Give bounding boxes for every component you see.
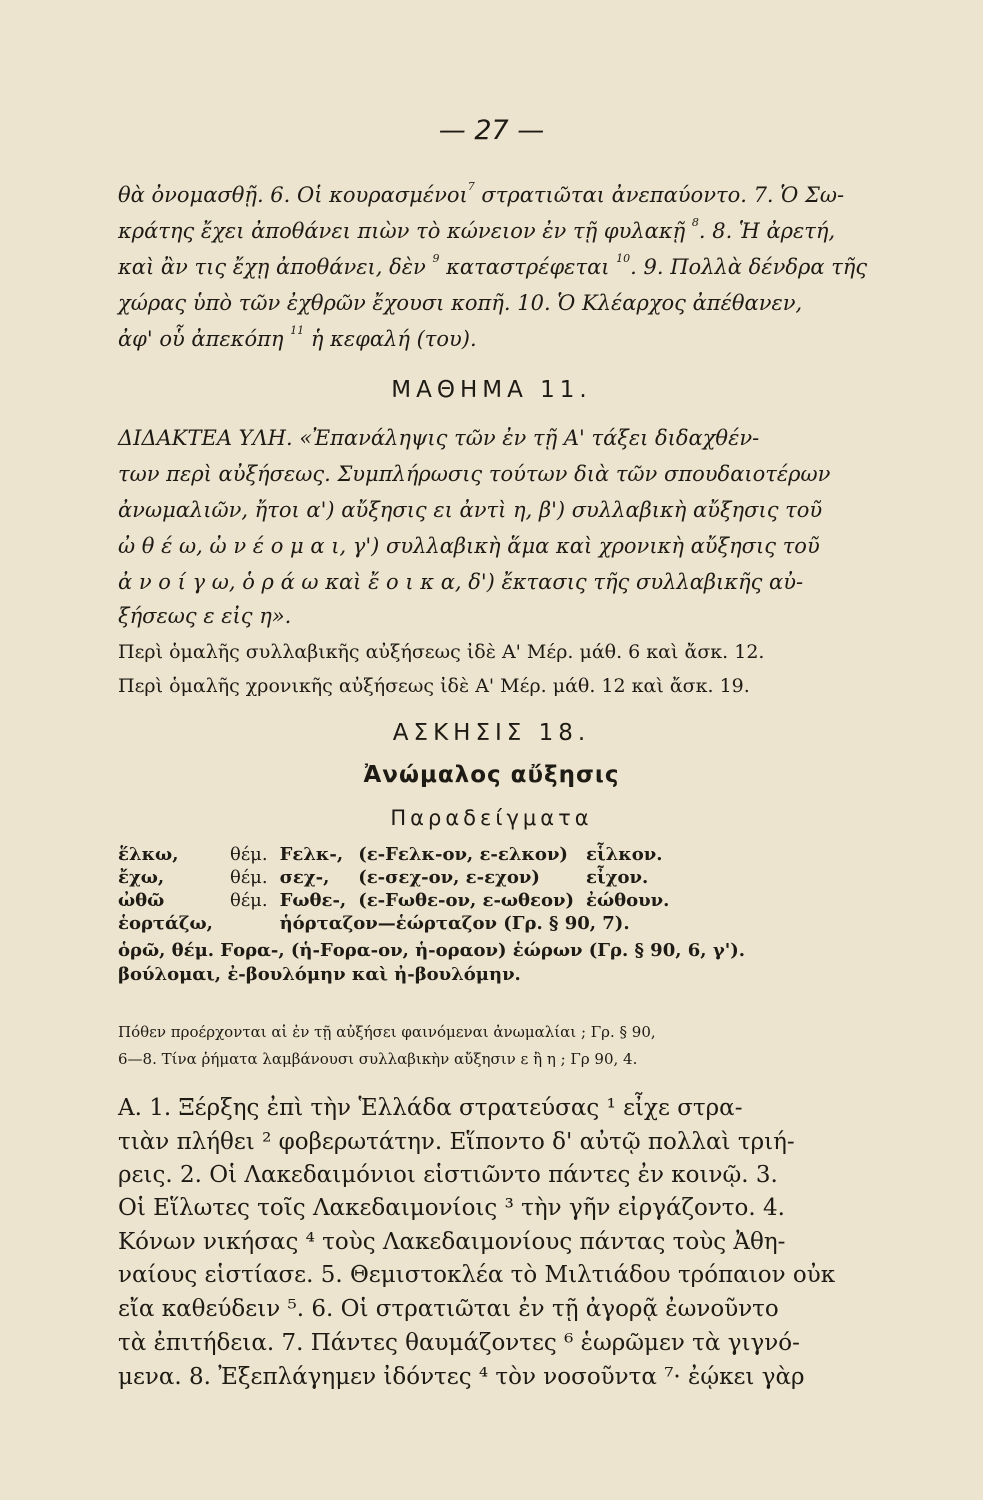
exercise-title: ΑΣΚΗΣΙΣ 18.	[392, 720, 591, 746]
exercise-line: μενα. 8. Ἐξεπλάγημεν ἰδόντες ⁴ τὸν νοσοῦντα ⁷· ἐῴκει γὰρ	[118, 1364, 805, 1390]
lesson-title: ΜΑΘΗΜΑ 11.	[391, 377, 592, 403]
exercise-line: Κόνων νικήσας ⁴ τοὺς Λακεδαιμονίους πάντας τοὺς Ἀθη-	[118, 1229, 786, 1255]
text-line: ἀφ' οὗ ἀπεκόπη $^{11}$ ἡ κεφαλή (του).	[118, 324, 477, 351]
syllabus-line: ἀνωμαλιῶν, ἤτοι α') αὔξησις ει ἀντὶ η, β') συλλαβικὴ αὔξησις τοῦ	[118, 498, 823, 522]
example-line: ὁρῶ, θέμ. Fορα-, (ἡ-Fορα-ον, ἡ-οραον) ἑώρων (Γρ. § 90, 6, γ').	[118, 940, 746, 961]
example-line: βούλομαι, ἐ-βουλόμην καὶ ἠ-βουλόμην.	[118, 964, 521, 985]
syllabus-line: ξήσεως ε εἰς η».	[118, 604, 292, 628]
examples-table	[118, 843, 681, 935]
exercise-line: εἴα καθεύδειν ⁵. 6. Οἱ στρατιῶται ἐν τῇ ἀγορᾷ ἐωνοῦντο	[118, 1296, 779, 1322]
exercise-line: ναίους εἱστίασε. 5. Θεμιστοκλέα τὸ Μιλτιάδου τρόπαιον οὐκ	[118, 1262, 836, 1288]
syllabus-line: ΔΙΔΑΚΤΕΑ ΥΛΗ. «Ἐπανάληψις τῶν ἐν τῇ Α' τάξει διδαχθέν-	[118, 426, 760, 450]
section-subtitle: Ἀνώμαλος αὔξησις	[363, 762, 620, 788]
table-row: ἑορτάζω, ἡόρταζον—ἑώρταζον (Γρ. § 90, 7).	[118, 913, 630, 934]
footnote-mark: 11	[290, 324, 305, 337]
examples-heading: Παραδείγματα	[390, 806, 593, 830]
footnote-mark: 9	[432, 252, 440, 265]
text-line: καὶ ἂν τις ἔχῃ ἀποθάνει, δὲν $^9$ καταστρέφεται $^{10}$. 9. Πολλὰ δένδρα τῆς	[118, 252, 868, 279]
footnote-mark: 10	[616, 252, 631, 265]
text-line: χώρας ὑπὸ τῶν ἐχθρῶν ἔχουσι κοπῆ. 10. Ὁ Κλέαρχος ἀπέθανεν,	[118, 291, 803, 315]
exercise-line: ρεις. 2. Οἱ Λακεδαιμόνιοι εἱστιῶντο πάντες ἐν κοινῷ. 3.	[118, 1162, 778, 1188]
reference-line: Περὶ ὁμαλῆς συλλαβικῆς αὐξήσεως ἰδὲ Α' Μέρ. μάθ. 6 καὶ ἄσκ. 12.	[118, 641, 765, 663]
reference-line: Περὶ ὁμαλῆς χρονικῆς αὐξήσεως ἰδὲ Α' Μέρ. μάθ. 12 καὶ ἄσκ. 19.	[118, 675, 750, 697]
syllabus-line: ὠ θ έ ω, ὠ ν έ ο μ α ι, γ') συλλαβικὴ ἅμα καὶ χρονικὴ αὔξησις τοῦ	[118, 534, 820, 558]
table-row: ἔχω, θέμ. σεχ-, (ε-σεχ-ον, ε-εχον) εἶχον.	[118, 867, 649, 888]
footnote-mark: 8	[691, 216, 699, 229]
question-line: 6—8. Τίνα ῥήματα λαμβάνουσι συλλαβικὴν αὔξησιν ε ἢ η ; Γρ 90, 4.	[118, 1050, 638, 1068]
question-line: Πόθεν προέρχονται αἱ ἐν τῇ αὐξήσει φαινόμεναι ἀνωμαλίαι ; Γρ. § 90,	[118, 1023, 656, 1041]
footnote-mark: 7	[467, 180, 475, 193]
exercise-line: τιὰν πλήθει ² φοβερωτάτην. Εἵποντο δ' αὐτῷ πολλαὶ τριή-	[118, 1129, 795, 1155]
page-number: — 27 —	[438, 115, 545, 146]
table-row: ὠθῶ θέμ. Fωθε-, (ε-Fωθε-ον, ε-ωθεον) ἐώθουν.	[118, 890, 670, 911]
exercise-line: Οἱ Εἵλωτες τοῖς Λακεδαιμονίοις ³ τὴν γῆν εἰργάζοντο. 4.	[118, 1195, 785, 1221]
exercise-line: τὰ ἐπιτήδεια. 7. Πάντες θαυμάζοντες ⁶ ἑωρῶμεν τὰ γιγνό-	[118, 1330, 800, 1356]
text-line: κράτης ἔχει ἀποθάνει πιὼν τὸ κώνειον ἐν τῇ φυλακῇ $^8$. 8. Ἡ ἀρετή,	[118, 216, 836, 243]
syllabus-line: των περὶ αὐξήσεως. Συμπλήρωσις τούτων διὰ τῶν σπουδαιοτέρων	[118, 462, 831, 486]
text-line: θὰ ὀνομασθῇ. 6. Οἱ κουρασμένοι$^7$ στρατιῶται ἀνεπαύοντο. 7. Ὁ Σω-	[118, 180, 845, 207]
syllabus-line: ἀ ν ο ί γ ω, ὁ ρ ά ω καὶ ἔ ο ι κ α, δ') ἔκτασις τῆς συλλαβικῆς αὐ-	[118, 570, 804, 594]
exercise-line: Α. 1. Ξέρξης ἐπὶ τὴν Ἑλλάδα στρατεύσας ¹ εἶχε στρα-	[118, 1095, 743, 1121]
table-row: ἕλκω, θέμ. Fελκ-, (ε-Fελκ-ον, ε-ελκον) εἷλκον.	[118, 844, 663, 865]
